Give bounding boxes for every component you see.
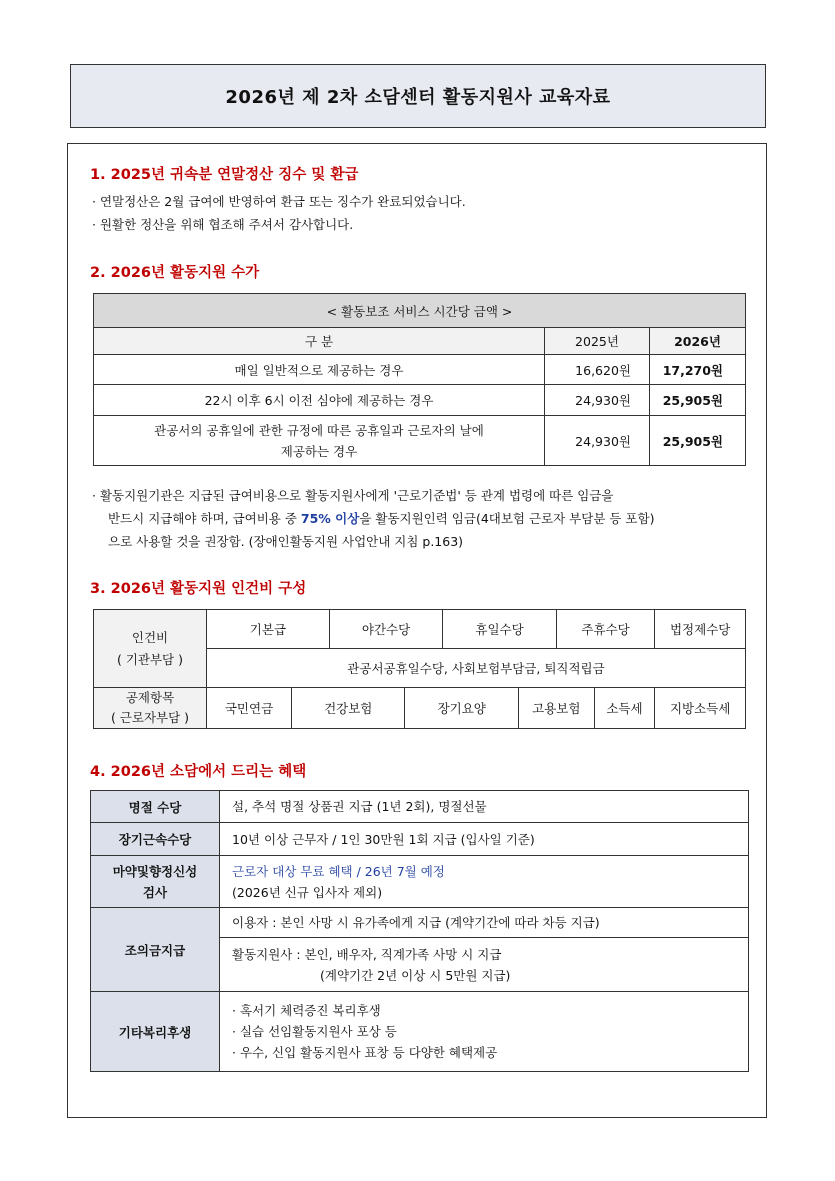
sec1-bullet-2: · 원활한 정산을 위해 협조해 주셔서 감사합니다. xyxy=(92,217,354,232)
wage-row-label: 22시 이후 6시 이전 심야에 제공하는 경우 xyxy=(94,385,545,416)
labor-item: 야간수당 xyxy=(329,610,442,649)
benefit-label-holiday: 명절 수당 xyxy=(91,791,220,823)
wage-row-2026: 17,270원 xyxy=(650,355,746,385)
title-box xyxy=(70,64,766,128)
section4-title: 4. 2026년 소담에서 드리는 혜택 xyxy=(90,764,307,780)
wage-table xyxy=(93,293,746,466)
deduct-item: 지방소득세 xyxy=(655,688,746,729)
wage-header-category: 구 분 xyxy=(94,328,545,355)
table-row xyxy=(94,355,746,385)
section2-title: 2. 2026년 활동지원 수가 xyxy=(90,265,260,281)
condolence-value-user: 이용자 : 본인 사망 시 유가족에게 지급 (계약기간에 따라 차등 지급) xyxy=(220,908,749,938)
page-title: 2026년 제 2차 소담센터 활동지원사 교육자료 xyxy=(225,87,611,108)
table-row xyxy=(91,791,749,823)
wage-row-label: 매일 일반적으로 제공하는 경우 xyxy=(94,355,545,385)
deduct-item: 소득세 xyxy=(594,688,655,729)
table-row xyxy=(94,416,746,466)
table-row xyxy=(91,992,749,1072)
note-text-a: 반드시 지급해야 하며, 급여비용 중 xyxy=(108,511,301,526)
deduct-label-line2: ( 근로자부담 ) xyxy=(110,710,190,725)
welfare-item: · 혹서기 체력증진 복리후생 xyxy=(232,1003,381,1018)
drug-label-line1: 마약및향정신성 xyxy=(112,863,198,879)
drug-value-line2: (2026년 신규 입사자 제외) xyxy=(232,884,383,900)
section3-title: 3. 2026년 활동지원 인건비 구성 xyxy=(90,581,307,597)
deduct-item: 건강보험 xyxy=(292,688,405,729)
benefit-label-longterm: 장기근속수당 xyxy=(91,823,220,856)
labor-label xyxy=(94,610,207,688)
note-text-c: 을 활동지원인력 임금(4대보험 근로자 부담분 등 포함) xyxy=(359,511,655,526)
benefit-label-condolence: 조의금지급 xyxy=(91,908,220,992)
table-row xyxy=(94,610,746,649)
sec2-note-line1: · 활동지원기관은 지급된 급여비용으로 활동지원사에게 '근로기준법' 등 관계 법령에 따른 임금을 xyxy=(92,488,614,503)
condolence-value-worker xyxy=(220,938,749,992)
table-row xyxy=(94,688,746,729)
deduct-item: 고용보험 xyxy=(518,688,594,729)
wage-row-2025: 24,930원 xyxy=(545,385,650,416)
table-row xyxy=(91,856,749,908)
wage-row-2026: 25,905원 xyxy=(650,385,746,416)
deduct-item: 국민연금 xyxy=(207,688,292,729)
labor-item: 기본급 xyxy=(207,610,330,649)
welfare-item: · 우수, 신입 활동지원사 표창 등 다양한 혜택제공 xyxy=(232,1045,498,1060)
wage-row-2025: 24,930원 xyxy=(545,416,650,466)
benefit-value-holiday: 설, 추석 명절 상품권 지급 (1년 2회), 명절선물 xyxy=(220,791,749,823)
drug-value-line1: 근로자 대상 무료 혜택 / 26년 7월 예정 xyxy=(232,863,445,879)
labor-label-line1: 인건비 xyxy=(131,629,169,645)
sec2-note-line3: 으로 사용할 것을 권장함. (장애인활동지원 사업안내 지침 p.163) xyxy=(108,534,464,549)
benefit-value-drug xyxy=(220,856,749,908)
benefit-value-longterm: 10년 이상 근무자 / 1인 30만원 1회 지급 (입사일 기준) xyxy=(220,823,749,856)
labor-cost-table xyxy=(93,609,746,729)
sec2-note-line2 xyxy=(108,509,654,527)
drug-label-line2: 검사 xyxy=(142,884,168,900)
wage-row-label-line2: 제공하는 경우 xyxy=(280,443,358,459)
labor-item: 주휴수당 xyxy=(556,610,655,649)
wage-table-header-row xyxy=(94,328,746,355)
deduct-label-line1: 공제항목 xyxy=(125,690,175,705)
wage-table-caption-row xyxy=(94,294,746,328)
labor-item: 휴일수당 xyxy=(443,610,556,649)
note-highlight: 75% 이상 xyxy=(300,511,360,526)
table-row xyxy=(91,823,749,856)
wage-table-caption: < 활동보조 서비스 시간당 금액 > xyxy=(94,294,746,328)
wage-header-2026: 2026년 xyxy=(650,328,746,355)
benefit-label-drug xyxy=(91,856,220,908)
condolence-worker-line1: 활동지원사 : 본인, 배우자, 직계가족 사망 시 지급 xyxy=(232,946,502,962)
wage-row-label-line1: 관공서의 공휴일에 관한 규정에 따른 공휴일과 근로자의 날에 xyxy=(154,422,484,438)
table-row xyxy=(94,385,746,416)
sec1-bullet-1: · 연말정산은 2월 급여에 반영하여 환급 또는 징수가 완료되었습니다. xyxy=(92,194,466,209)
benefit-value-welfare xyxy=(220,992,749,1072)
welfare-item: · 실습 선임활동지원사 포상 등 xyxy=(232,1024,397,1039)
deduct-item: 장기요양 xyxy=(405,688,518,729)
benefit-label-welfare: 기타복리후생 xyxy=(91,992,220,1072)
wage-row-2025: 16,620원 xyxy=(545,355,650,385)
labor-extra: 관공서공휴일수당, 사회보험부담금, 퇴직적립금 xyxy=(207,649,746,688)
benefit-table xyxy=(90,790,749,1072)
wage-row-label xyxy=(94,416,545,466)
labor-item: 법정제수당 xyxy=(655,610,746,649)
table-row xyxy=(91,908,749,938)
wage-row-2026: 25,905원 xyxy=(650,416,746,466)
wage-header-2025: 2025년 xyxy=(545,328,650,355)
deduct-label xyxy=(94,688,207,729)
labor-label-line2: ( 기관부담 ) xyxy=(116,651,183,667)
section1-title: 1. 2025년 귀속분 연말정산 징수 및 환급 xyxy=(90,167,359,183)
condolence-worker-line2: (계약기간 2년 이상 시 5만원 지급) xyxy=(320,967,511,983)
